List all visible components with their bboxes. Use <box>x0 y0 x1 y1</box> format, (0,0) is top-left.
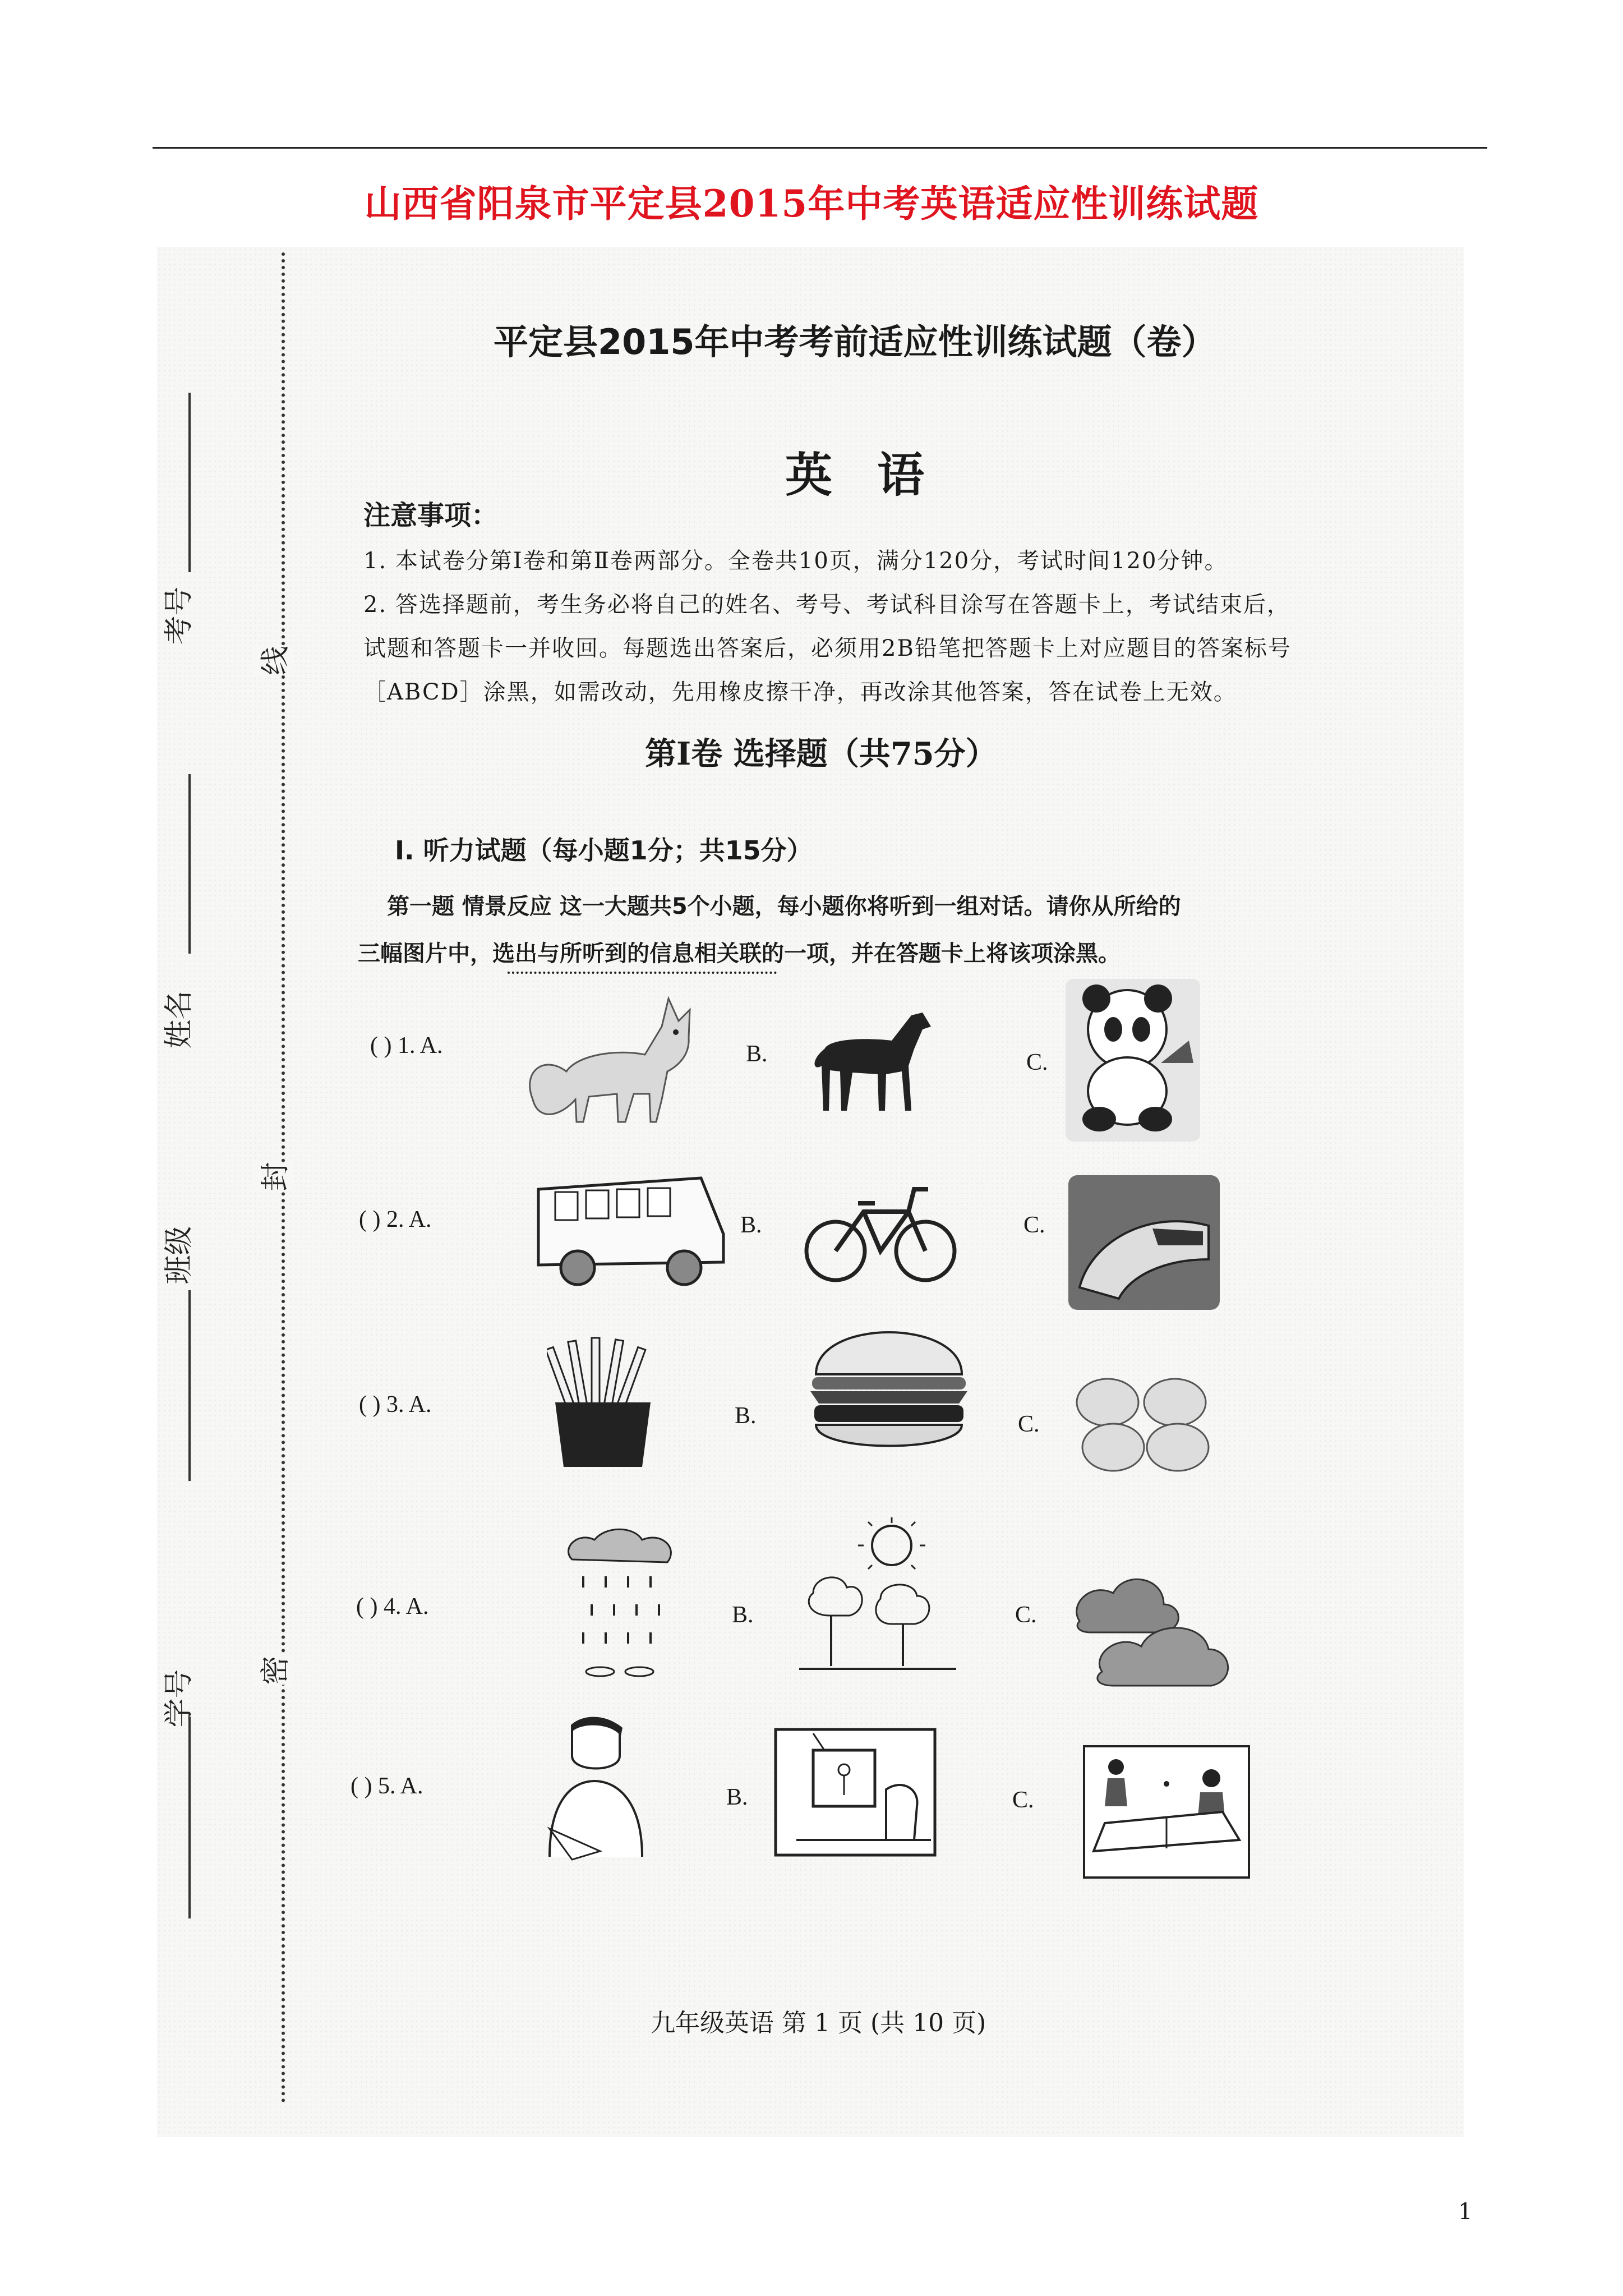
option-c-label: C. <box>1012 1787 1034 1813</box>
option-b-label: B. <box>735 1403 757 1429</box>
exam-title: 平定县2015年中考考前适应性训练试题（卷） <box>494 321 1216 362</box>
page-footer: 九年级英语 第 1 页 (共 10 页) <box>651 2009 986 2037</box>
watching-tv-icon <box>774 1728 937 1857</box>
instruction-line: 第一题 情景反应 这一大题共5个小题，每小题你将听到一组对话。请你从所给的 <box>387 894 1181 919</box>
hamburger-icon <box>808 1307 970 1458</box>
name-blank <box>188 774 191 954</box>
exam-no-label: 考号 <box>162 586 196 645</box>
bus-icon <box>533 1167 735 1290</box>
listening-section-heading: Ⅰ. 听力试题（每小题1分；共15分） <box>395 835 813 866</box>
eggs-icon <box>1068 1369 1214 1475</box>
notice-line: 1. 本试卷分第Ⅰ卷和第Ⅱ卷两部分。全卷共10页，满分120分，考试时间120分钟。 <box>363 548 1228 574</box>
page-number: 1 <box>1458 2199 1473 2225</box>
option-c-label: C. <box>1026 1050 1048 1075</box>
question-5-number: ( ) 5. A. <box>351 1773 423 1799</box>
seal-mark-mi: 密 <box>252 1655 294 1685</box>
ping-pong-icon <box>1082 1745 1251 1879</box>
page-title: 山西省阳泉市平定县2015年中考英语适应性训练试题 <box>364 182 1259 226</box>
question-2-number: ( ) 2. A. <box>359 1207 432 1232</box>
bicycle-icon <box>802 1172 959 1285</box>
train-icon <box>1068 1175 1220 1310</box>
option-b-label: B. <box>746 1041 768 1067</box>
horse-icon <box>808 1004 937 1116</box>
seat-label: 学号 <box>162 1669 196 1728</box>
name-label: 姓名 <box>162 990 196 1049</box>
notice-line: ［ABCD］涂黑，如需改动，先用橡皮擦干净，再改涂其他答案，答在试卷上无效。 <box>363 679 1237 705</box>
question-4-number: ( ) 4. A. <box>356 1594 429 1619</box>
option-c-label: C. <box>1015 1602 1037 1628</box>
notice-line: 2. 答选择题前，考生务必将自己的姓名、考号、考试科目涂写在答题卡上，考试结束后， <box>363 592 1290 618</box>
exam-no-blank <box>188 393 191 572</box>
instruction-line: 三幅图片中，选出与所听到的信息相关联的一项，并在答题卡上将该项涂黑。 <box>358 941 1121 967</box>
class-blank <box>188 1290 191 1481</box>
notice-line: 试题和答题卡一并收回。每题选出答案后，必须用2B铅笔把答题卡上对应题目的答案标号 <box>363 636 1292 661</box>
seat-blank <box>188 1717 191 1918</box>
instruction-underline <box>508 972 777 974</box>
option-b-label: B. <box>740 1212 762 1238</box>
rain-icon <box>561 1526 684 1688</box>
writing-boy-icon <box>538 1717 651 1862</box>
fox-icon <box>522 987 701 1133</box>
option-b-label: B. <box>732 1602 754 1628</box>
exam-subject: 英语 <box>785 447 970 503</box>
notice-heading: 注意事项： <box>363 500 499 531</box>
part1-title: 第Ⅰ卷 选择题（共75分） <box>645 735 997 772</box>
option-b-label: B. <box>726 1784 748 1810</box>
fries-icon <box>547 1335 659 1470</box>
sun-icon <box>796 1515 959 1683</box>
top-rule <box>153 147 1487 149</box>
class-label: 班级 <box>162 1226 196 1285</box>
option-c-label: C. <box>1023 1212 1045 1238</box>
seal-mark-xian: 线 <box>252 646 294 675</box>
option-c-label: C. <box>1018 1411 1040 1437</box>
seal-mark-feng: 封 <box>252 1162 294 1191</box>
question-1-number: ( ) 1. A. <box>370 1033 443 1059</box>
cloud-icon <box>1068 1559 1237 1694</box>
question-3-number: ( ) 3. A. <box>359 1392 432 1418</box>
panda-icon <box>1066 979 1200 1142</box>
